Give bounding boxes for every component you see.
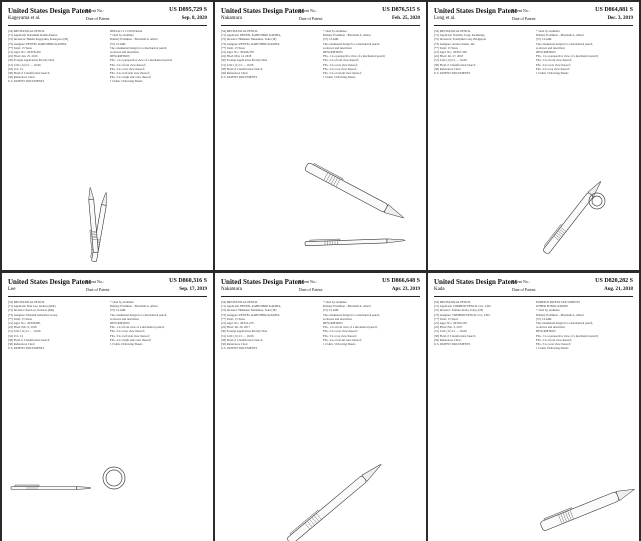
pencil-figure [285,227,425,257]
biblio-line: (54) MECHANICAL PENCIL [221,29,258,33]
claims-line: Primary Examiner - Elizabeth A. Albert [323,304,371,309]
patent-date: Apr. 23, 2019 [391,287,420,292]
biblio-line: (71) Applicant: Kabushiki Kaisha Pentel, [8,33,58,38]
claims-line: FIG. 3 is a top view thereof; [323,333,357,338]
pencil-figure [285,152,425,232]
biblio-line: (**) Term: 15 Years [221,316,245,321]
patent-number: US D860,316 S [169,278,207,284]
patent-date: Dec. 3, 2019 [607,16,633,21]
header-rule [434,296,633,297]
claims-line: * cited by examiner [536,29,560,33]
claims-line: as shown and described. [536,45,566,50]
claims-column [110,300,207,346]
claims-line: The ornamental design for a mechanical pencil, [536,321,594,326]
biblio-line: U.S. PATENT DOCUMENTS [221,75,258,80]
patent-title: United States Design Patent [434,278,518,286]
biblio-line: (71) Applicant: TOMBOW PENCIL CO., LTD. [434,304,492,309]
patent-sheet [428,2,639,270]
patent-no-label: Patent No.: [299,279,317,284]
claims-line: DESCRIPTION [323,321,343,326]
claims-line: (57) CLAIM [536,37,552,42]
claims-line: The ornamental design for a mechanical pencil, [323,41,381,46]
claims-line: 1 Claim, 5 Drawing Sheets [323,75,356,80]
patent-title: United States Design Patent [8,7,92,15]
claims-line: FIG. 1 is a perspective view of a mechanical pencil; [323,54,386,59]
claims-line: 1 Claim, 6 Drawing Sheets [110,342,143,347]
biblio-line: (22) Filed: Jul. 26, 2017 [221,325,250,330]
biblio-line: (72) Inventor: Hidekazu Nakamura, Soka (JP) [221,308,277,313]
pencil-figure [80,180,106,260]
pencil-figure [538,473,638,541]
biblio-line: (**) Term: 15 Years [434,45,458,50]
claims-line: FIG. 5 is a right side view thereof; [110,75,152,80]
claims-line: (57) CLAIM [110,41,126,46]
claims-column [323,29,420,79]
claims-line: FIG. 4 is a left side view thereof; [110,71,150,76]
claims-line: (57) CLAIM [110,308,126,313]
biblio-line: (22) Filed: Feb. 3, 2017 [434,325,463,330]
patent-title: United States Design Patent [8,278,92,286]
date-label: Date of Patent: [86,287,110,292]
patent-sheet [2,273,213,541]
biblio-line: (22) Filed: Jul. 27, 2018 [434,54,463,59]
claims-line: as shown and described. [323,316,353,321]
biblio-line: (72) Inventors: Yoshiyuki Long, Bridgeport [434,37,487,42]
biblio-line: (73) Assignee: TOMBOW PENCIL CO., LTD. [434,312,491,317]
end-view-figure [102,466,126,490]
biblio-line: (22) Filed: Jan. 25, 2019 [8,54,38,59]
claims-line: FIG. 1 is a front view of a mechanical pencil; [323,325,378,330]
end-view-figure [588,192,606,210]
patent-no-label: Patent No.: [86,8,104,13]
claims-line: FIG. 4 is a bottom view thereof; [323,337,362,342]
date-label: Date of Patent: [512,16,536,21]
inventor-line: Nakamura [221,16,242,21]
biblio-line: (72) Inventors: Hideki Kageyama, Kanagawa (JP) [8,37,69,42]
claims-line: as shown and described. [110,50,140,55]
claims-line: FIG. 1 is a perspective view of a mechanical pencil; [536,54,599,59]
patent-date: Feb. 25, 2020 [391,16,420,21]
patent-header [8,7,207,27]
claims-line: Primary Examiner - Elizabeth A. Albert [536,312,584,317]
claims-line: as shown and described. [536,325,566,330]
claims-line: * cited by examiner [110,33,134,38]
claims-line: * cited by examiner [110,300,134,304]
biblio-column [221,300,316,350]
patent-date: Sep. 8, 2020 [181,16,207,21]
claims-line: (57) CLAIM [323,308,339,313]
claims-column [323,300,420,346]
patent-date: Sep. 17, 2019 [179,287,207,292]
inventor-line: Long et al. [434,16,456,21]
biblio-column [8,29,103,84]
claims-line: * cited by examiner [536,308,560,313]
biblio-line: (71) Applicant: PENTEL KABUSHIKI KAISHA, [221,33,282,38]
claims-line: FIG. 2 is a rear view thereof; [110,329,145,334]
biblio-line: (52) U.S. Cl. [8,66,24,71]
claims-line: FIG. 1 is a perspective view of a mechanical pencil; [536,333,599,338]
biblio-line: (**) Term: 15 Years [221,45,245,50]
patent-header [221,7,420,27]
claims-line: * cited by examiner [323,29,347,33]
claims-line: FIG. 3 is a left side view thereof; [110,333,150,338]
header-rule [8,25,207,26]
biblio-line: (73) Assignee: PENTEL KABUSHIKI KAISHA [221,312,280,317]
claims-line: FIG. 5 is a bottom view thereof; [323,71,362,76]
header-rule [434,25,633,26]
claims-line: 1 Claim, 5 Drawing Sheets [536,71,569,76]
claims-column [110,29,207,84]
claims-line: FIG. 2 is a rear view thereof; [323,329,358,334]
biblio-line: (**) Term: 15 Years [8,316,32,321]
biblio-line: (71) Applicant: Kun Lee, Incheon (KR) [8,304,56,309]
biblio-line: (58) Field of Classification Search [434,62,476,67]
patent-header [434,7,633,27]
biblio-line: (73) Assignee: Avalon Studio, Inc. [434,41,476,46]
claims-line: FIG. 2 is a front view thereof; [323,58,359,63]
date-label: Date of Patent: [512,287,536,292]
claims-line: The ornamental design for a mechanical pencil, [536,41,594,46]
inventor-line: Lee [8,287,16,292]
claims-line: OTHER PUBLICATIONS [536,304,569,309]
claims-line: FIG. 1 is a front view of a mechanical pencil; [110,325,165,330]
claims-line: (57) CLAIM [536,316,552,321]
biblio-line: (72) Inventor: Kun Lee, Incheon (KR) [8,308,54,313]
biblio-line: U.S. PATENT DOCUMENTS [8,346,45,351]
claims-line: FIG. 3 is a rear view thereof; [536,342,571,347]
biblio-line: (51) LOC (11) Cl. ... 19-06 [221,333,254,338]
claims-line: The ornamental design for a mechanical pencil, [110,312,168,317]
inventor-line: Kada [434,287,445,292]
claims-line: 1 Claim, 8 Drawing Sheets [536,346,569,351]
claims-line: Primary Examiner - Elizabeth A. Albert [323,33,371,38]
biblio-line: (54) MECHANICAL PENCIL [8,300,45,304]
biblio-line: (51) LOC (12) Cl. ... 19-06 [8,62,41,67]
claims-line: The ornamental design for a mechanical pencil, [110,45,168,50]
biblio-line: (73) Assignee: Monami Industries Group [8,312,58,317]
claims-line: DESCRIPTION [536,329,556,334]
inventor-line: Kageyama et al. [8,16,41,21]
header-rule [8,296,207,297]
patent-sheet [215,2,426,270]
biblio-line: (58) Field of Classification Search [8,337,50,342]
biblio-line: (21) Appl. No.: 29/678,450 [8,50,41,55]
claims-line: 1 Claim, 5 Drawing Sheets [323,342,356,347]
claims-line: FIG. 1 is a perspective view of a mechanical pencil; [110,58,173,63]
biblio-line: (52) U.S. Cl. [8,333,24,338]
biblio-line: (21) Appl. No.: 29/646,378 [221,50,254,55]
biblio-line: (56) References Cited [221,71,248,76]
patent-no-label: Patent No.: [512,279,530,284]
biblio-line: (73) Assignee: PENTEL KABUSHIKI KAISHA [8,41,67,46]
claims-line: FIG. 3 is a rear view thereof; [536,62,571,67]
patent-no-label: Patent No.: [512,8,530,13]
claims-line: Primary Examiner - Elizabeth A. Albert [536,33,584,38]
biblio-line: U.S. PATENT DOCUMENTS [8,79,45,84]
biblio-column [8,300,103,350]
claims-line: FIG. 2 is a front view thereof; [536,58,572,63]
patent-title: United States Design Patent [221,7,305,15]
claims-line: FIG. 4 is a top view thereof; [323,66,357,71]
biblio-line: (58) Field of Classification Search [8,71,50,76]
biblio-line: (21) Appl. No.: 29/593,108 [434,321,467,326]
biblio-line: (58) Field of Classification Search [221,66,263,71]
claims-line: (57) CLAIM [323,37,339,42]
biblio-line: (54) MECHANICAL PENCIL [434,29,471,33]
patent-title: United States Design Patent [221,278,305,286]
claims-line: DESCRIPTION [536,50,556,55]
biblio-line: (54) MECHANICAL PENCIL [434,300,471,304]
claims-line: FIG. 4 is a right side view thereof; [110,337,152,342]
biblio-line: (22) Filed: May 14, 2018 [221,54,252,59]
biblio-line: (30) Foreign Application Priority Data [221,58,268,63]
biblio-line: (30) Foreign Application Priority Data [221,329,268,334]
claims-line: DESCRIPTION [323,50,343,55]
date-label: Date of Patent: [299,287,323,292]
claims-line: D834,411 S 11/2018 Ikeda [110,29,143,33]
biblio-line: (71) Applicant: Nobility Long, Kaohsiung [434,33,485,38]
claims-line: as shown and described. [323,45,353,50]
biblio-line: (51) LOC (11) Cl. ... 19-06 [8,329,41,334]
patent-number: US D876,515 S [382,7,420,13]
claims-line: DESCRIPTION [110,321,130,326]
date-label: Date of Patent: [86,16,110,21]
patent-number: US D864,881 S [595,7,633,13]
claims-line: * cited by examiner [323,300,347,304]
claims-line: FIG. 2 is a front view thereof; [110,62,146,67]
claims-column [536,300,633,350]
claims-line: 1 Claim, 5 Drawing Sheets [110,79,143,84]
patent-sheet [428,273,639,541]
pencil-figure [275,458,395,541]
claims-line: Primary Examiner - Elizabeth A. Albert [110,304,158,309]
claims-line: FIG. 3 is a rear view thereof; [110,66,145,71]
patent-title: United States Design Patent [434,7,518,15]
biblio-line: U.S. PATENT DOCUMENTS [434,342,471,347]
date-label: Date of Patent: [299,16,323,21]
biblio-line: (**) Term: 15 Years [434,316,458,321]
biblio-line: (73) Assignee: PENTEL KABUSHIKI KAISHA [221,41,280,46]
patent-number: US D820,282 S [595,278,633,284]
claims-line: FIG. 4 is a top view thereof; [536,66,570,71]
patent-number: US D866,648 S [382,278,420,284]
patent-date: Aug. 21, 2018 [604,287,633,292]
biblio-line: (54) MECHANICAL PENCIL [221,300,258,304]
biblio-line: (72) Inventor: Tomoko Kada, Tokyo (JP) [434,308,484,313]
patent-no-label: Patent No.: [299,8,317,13]
biblio-line: (72) Inventor: Hidekazu Nakamura, Soka (JP) [221,37,277,42]
biblio-line: (56) References Cited [8,75,35,80]
biblio-line: (51) LOC (12) Cl. ... 19-06 [434,58,467,63]
claims-line: Primary Examiner - Elizabeth A. Albert [110,37,158,42]
biblio-line: (58) Field of Classification Search [221,337,263,342]
biblio-line: U.S. PATENT DOCUMENTS [221,346,258,351]
patent-sheet [215,273,426,541]
biblio-line: (22) Filed: Feb. 9, 2018 [8,325,37,330]
biblio-line: (56) References Cited [8,342,35,347]
biblio-line: (58) Field of Classification Search [434,333,476,338]
claims-line: as shown and described. [110,316,140,321]
header-rule [221,296,420,297]
biblio-line: (56) References Cited [434,337,461,342]
patent-header [221,278,420,298]
biblio-line: (21) Appl. No.: 29/611,270 [221,321,254,326]
claims-line: The ornamental design for a mechanical pencil, [323,312,381,317]
biblio-line: (56) References Cited [434,66,461,71]
header-rule [221,25,420,26]
patent-number: US D895,729 S [169,7,207,13]
biblio-line: (54) MECHANICAL PENCIL [8,29,45,33]
biblio-line: (30) Foreign Application Priority Data [8,58,55,63]
claims-column [536,29,633,75]
biblio-line: (**) Term: 15 Years [8,45,32,50]
patent-sheet [2,2,213,270]
inventor-line: Nakamura [221,287,242,292]
claims-line: FOREIGN PATENT DOCUMENTS [536,300,581,304]
biblio-column [434,300,529,346]
biblio-column [434,29,529,75]
pencil-figure [528,172,618,262]
biblio-line: U.S. PATENT DOCUMENTS [434,71,471,76]
biblio-line: (71) Applicant: PENTEL KABUSHIKI KAISHA, [221,304,282,309]
biblio-line: (51) LOC (11) Cl. ... 19-06 [434,329,467,334]
pencil-figure [6,473,96,503]
patent-header [8,278,207,298]
claims-line: DESCRIPTION [110,54,130,59]
biblio-line: (21) Appl. No.: 29/657,349 [434,50,467,55]
biblio-line: (56) References Cited [221,342,248,347]
claims-line: FIG. 3 is a rear view thereof; [323,62,358,67]
biblio-line: (51) LOC (11) Cl. ... 19-06 [221,62,254,67]
biblio-column [221,29,316,79]
biblio-line: (21) Appl. No.: 29/636,861 [8,321,41,326]
patent-no-label: Patent No.: [86,279,104,284]
claims-line: FIG. 2 is a front view thereof; [536,337,572,342]
patent-header [434,278,633,298]
